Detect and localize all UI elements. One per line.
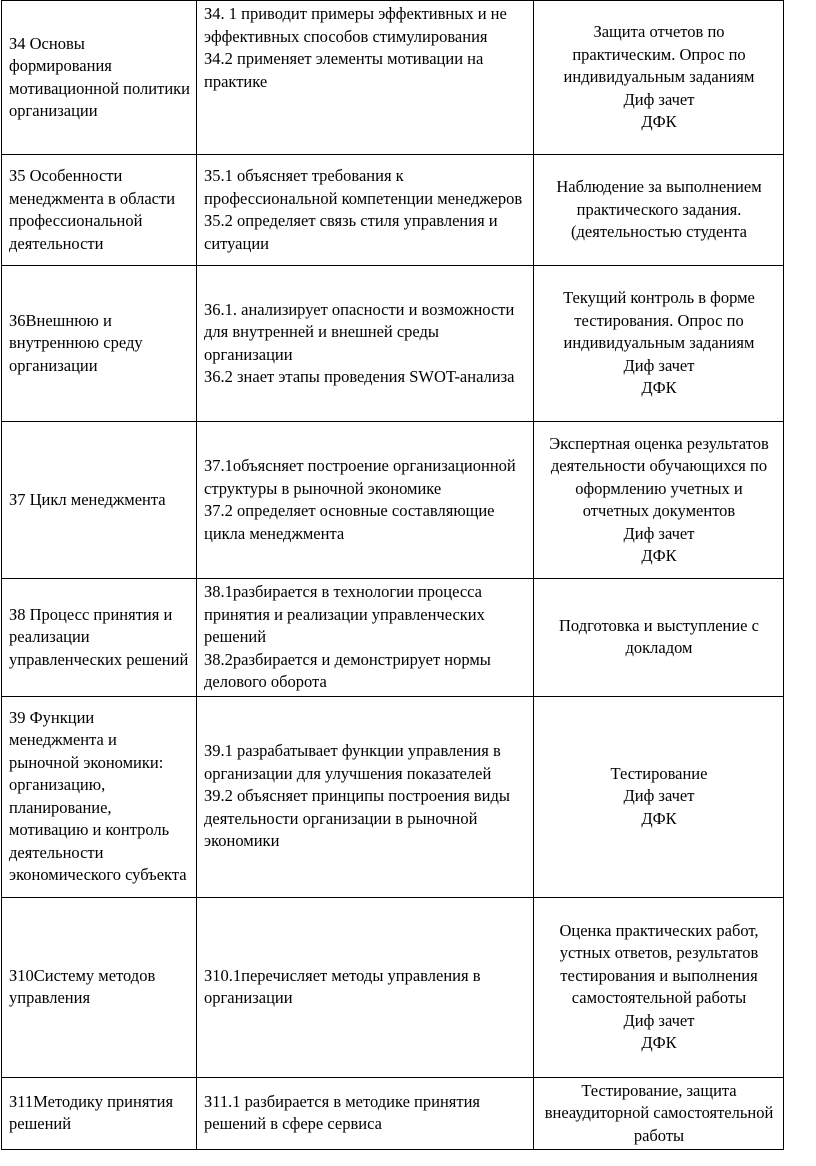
- assessment-cell: [534, 1, 784, 155]
- assessment-text: Тестирование, защита внеаудиторной самостоятельной работы: [544, 1080, 774, 1145]
- topic-text: З5 Особенности менеджмента в области профессиональной деятельности: [9, 166, 176, 253]
- assessment-text: Диф зачет: [623, 1010, 695, 1030]
- criteria-cell: [197, 155, 534, 266]
- criterion-text: З11.1 разбирается в методике принятия решений в сфере сервиса: [204, 1091, 481, 1134]
- topic-text: З4 Основы формирования мотивационной политики организации: [9, 33, 191, 120]
- topic-text: З10Систему методов управления: [9, 965, 156, 1007]
- criterion-text: З4.2 применяет элементы мотивации на практике: [204, 49, 484, 91]
- assessment-text: ДФК: [641, 378, 677, 398]
- criterion-text: З9.1 разрабатывает функции управления в организации для улучшения показателей: [204, 741, 501, 783]
- criteria-cell: [197, 897, 534, 1077]
- assessment-cell: [534, 155, 784, 266]
- assessment-text: Диф зачет: [623, 786, 695, 806]
- table-row: [2, 422, 784, 579]
- criterion-text: З6.2 знает этапы проведения SWOT-анализа: [204, 367, 515, 386]
- assessment-text: Наблюдение за выполнением практического задания. (деятельностью студента: [556, 177, 762, 242]
- assessment-text: ДФК: [641, 546, 677, 565]
- criterion-text: З8.2разбирается и демонстрирует нормы делового оборота: [204, 649, 491, 691]
- criterion-text: З8.1разбирается в технологии процесса принятия и реализации управленческих решений: [204, 582, 485, 646]
- competency-table: [1, 0, 784, 1150]
- table-row: [2, 1, 784, 155]
- criterion-text: З5.1 объясняет требования к профессиональной компетенции менеджеров: [204, 166, 523, 208]
- assessment-cell: [534, 579, 784, 697]
- criteria-cell: [197, 422, 534, 579]
- assessment-text: Подготовка и выступление с докладом: [559, 615, 759, 658]
- assessment-text: Диф зачет: [623, 89, 695, 109]
- assessment-text: ДФК: [641, 112, 677, 132]
- topic-cell: [2, 155, 197, 266]
- criteria-cell: [197, 266, 534, 422]
- assessment-text: Диф зачет: [623, 355, 695, 375]
- criterion-text: З10.1перечисляет методы управления в организации: [204, 965, 481, 1007]
- assessment-text: ДФК: [641, 808, 677, 828]
- table-row: [2, 579, 784, 697]
- criteria-cell: [197, 696, 534, 897]
- criteria-cell: [197, 1077, 534, 1150]
- table-row: [2, 897, 784, 1077]
- topic-text: З8 Процесс принятия и реализации управленческих решений: [9, 604, 189, 669]
- assessment-text: Экспертная оценка результатов деятельности обучающихся по оформлению учетных и отчетных документов: [549, 433, 769, 520]
- topic-text: З6Внешнюю и внутреннюю среду организации: [9, 310, 143, 375]
- table-row: [2, 266, 784, 422]
- topic-cell: [2, 266, 197, 422]
- assessment-cell: [534, 696, 784, 897]
- assessment-text: Текущий контроль в форме тестирования. Опрос по индивидуальным заданиям: [563, 288, 755, 353]
- table-row: [2, 1077, 784, 1150]
- assessment-cell: [534, 422, 784, 579]
- criterion-text: З7.1объясняет построение организационной структуры в рыночной экономике: [204, 456, 516, 498]
- topic-cell: [2, 897, 197, 1077]
- assessment-text: Диф зачет: [623, 523, 695, 543]
- topic-cell: [2, 696, 197, 897]
- assessment-text: ДФК: [641, 1033, 677, 1052]
- criterion-text: З9.2 объясняет принципы построения виды деятельности организации в рыночной экономики: [204, 786, 510, 851]
- assessment-text: Защита отчетов по практическим. Опрос по индивидуальным заданиям: [563, 22, 755, 87]
- table-row: [2, 155, 784, 266]
- topic-text: З7 Цикл менеджмента: [9, 489, 166, 509]
- table-body: [2, 1, 784, 1150]
- topic-cell: [2, 1, 197, 155]
- table-row: [2, 696, 784, 897]
- criterion-text: З7.2 определяет основные составляющие цикла менеджмента: [204, 501, 495, 543]
- criterion-text: З6.1. анализирует опасности и возможности для внутренней и внешней среды организации: [204, 299, 515, 364]
- criterion-text: З5.2 определяет связь стиля управления и ситуации: [204, 211, 498, 253]
- topic-cell: [2, 422, 197, 579]
- topic-cell: [2, 1077, 197, 1150]
- assessment-text: Тестирование: [610, 763, 708, 783]
- criteria-cell: [197, 579, 534, 697]
- assessment-cell: [534, 1077, 784, 1150]
- topic-text: З11Методику принятия решений: [9, 1091, 174, 1134]
- criteria-cell: [197, 1, 534, 155]
- topic-cell: [2, 579, 197, 697]
- criterion-text: З4. 1 приводит примеры эффективных и не эффективных способов стимулирования: [204, 4, 507, 46]
- assessment-cell: [534, 897, 784, 1077]
- topic-text: З9 Функции менеджмента и рыночной экономики: организацию, планирование, мотивацию и контроль деятельности экономического субъекта: [9, 707, 187, 884]
- assessment-text: Оценка практических работ, устных ответов, результатов тестирования и выполнения самостоятельной работы: [559, 920, 759, 1007]
- assessment-cell: [534, 266, 784, 422]
